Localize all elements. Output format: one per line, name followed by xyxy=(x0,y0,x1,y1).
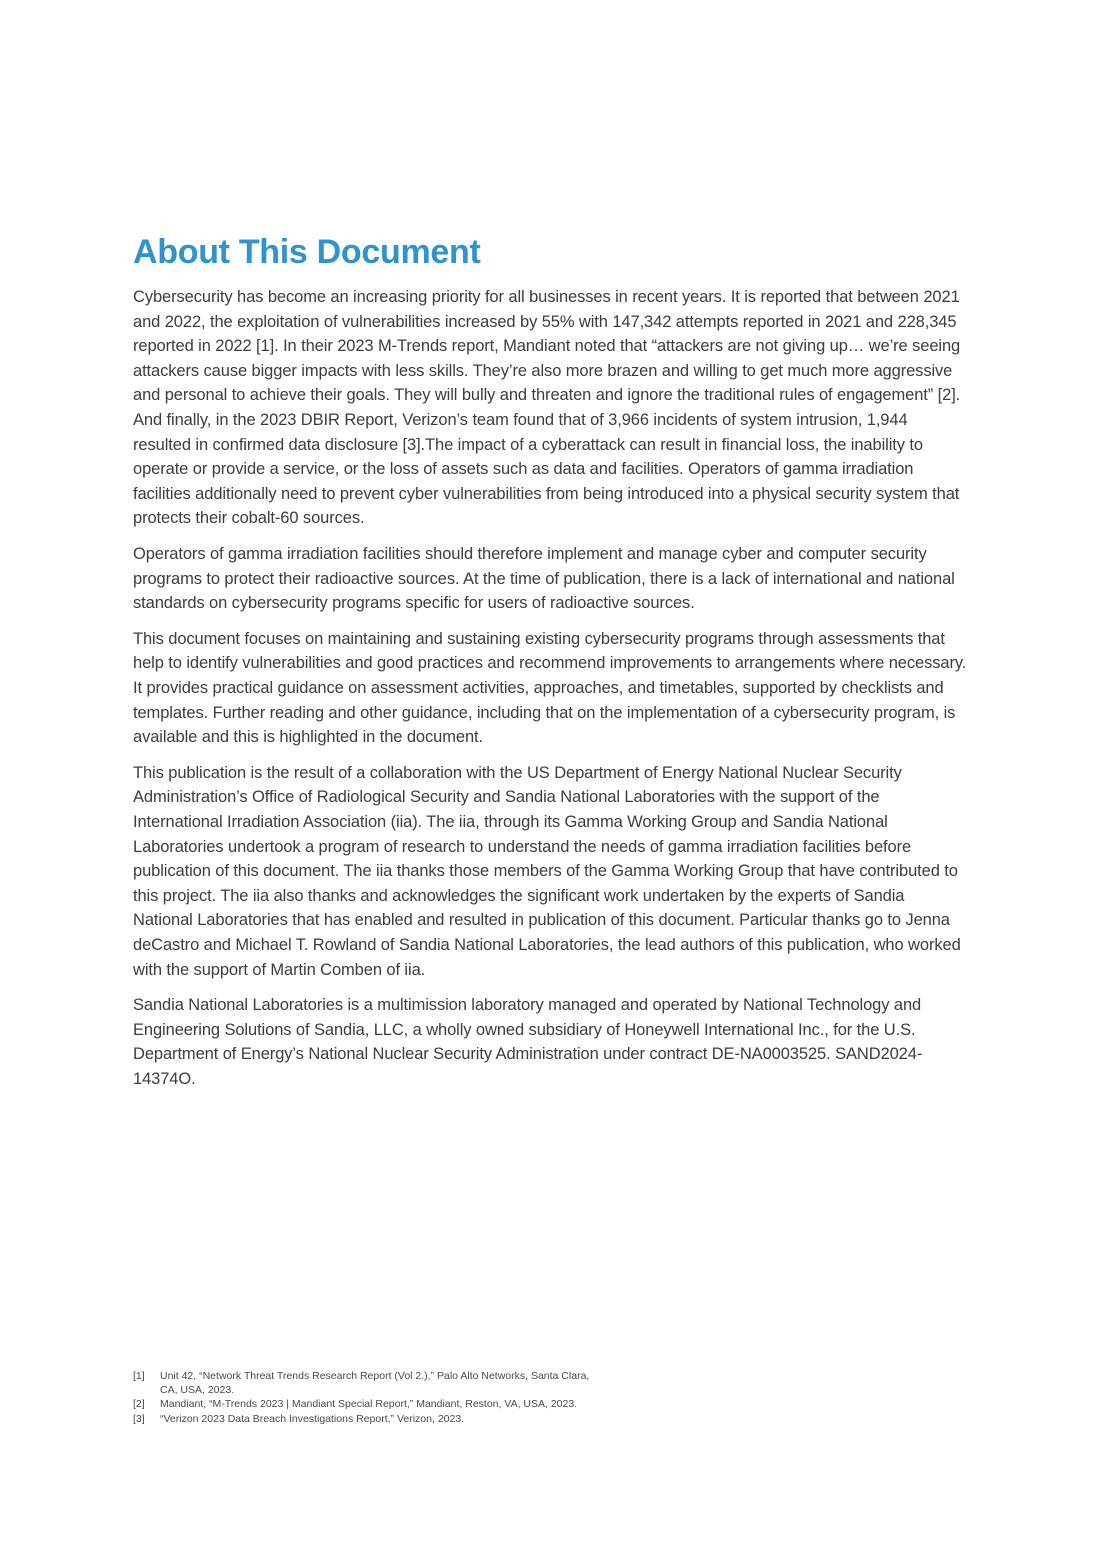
footnote-number: [2] xyxy=(133,1398,145,1411)
body-paragraph-focus: This document focuses on maintaining and sustaining existing cybersecurity programs through assessments that help to identify vulnerabilities and good practices and recommend improvements to arrangements where necessary. It provides practical guidance on assessment activities, approaches, and timetables, supported by checklists and templates. Further reading and other guidance, including that on the implementation of a cybersecurity program, is available and this is highlighted in the document. xyxy=(133,629,967,747)
document-body xyxy=(133,233,967,1103)
footnote-text: Mandiant, “M-Trends 2023 | Mandiant Special Report,” Mandiant, Reston, VA, USA, 2023. xyxy=(160,1398,578,1411)
footnote-text: “Verizon 2023 Data Breach Investigations Report,” Verizon, 2023. xyxy=(160,1412,465,1425)
footnote-item xyxy=(133,1397,753,1411)
footnote-text: Unit 42, “Network Threat Trends Research Report (Vol 2.),” Palo Alto Networks, Santa Clara, CA, USA, 2023. xyxy=(160,1370,590,1397)
footnote-item xyxy=(133,1369,753,1397)
footnote-number: [1] xyxy=(133,1370,145,1382)
body-paragraph-operators: Operators of gamma irradiation facilities should therefore implement and manage cyber and computer security programs to protect their radioactive sources. At the time of publication, there is a lack of international and national standards on cybersecurity programs specific for users of radioactive sources. xyxy=(133,545,955,613)
body-paragraph-intro: Cybersecurity has become an increasing priority for all businesses in recent years. It is reported that between 2021 and 2022, the exploitation of vulnerabilities increased by 55% with 147,342 attempts reported in 2021 and 228,345 reported in 2022 [1]. In their 2023 M-Trends report, Mandiant noted that “attackers are not giving up… we’re seeing attackers cause bigger impacts with less skills. They’re also more brazen and willing to get much more aggressive and personal to achieve their goals. They will bully and threaten and ignore the traditional rules of engagement” [2]. And finally, in the 2023 DBIR Report, Verizon’s team found that of 3,966 incidents of system intrusion, 1,944 resulted in confirmed data disclosure [3].The impact of a cyberattack can result in financial loss, the inability to operate or provide a service, or the loss of assets such as data and facilities. Operators of gamma irradiation facilities additionally need to prevent cyber vulnerabilities from being introduced into a physical security system that protects their cobalt-60 sources. xyxy=(133,288,961,528)
page-title: About This Document xyxy=(133,233,481,271)
footnote-number: [3] xyxy=(133,1412,145,1425)
footnotes-section xyxy=(133,1369,753,1426)
footnote-item xyxy=(133,1412,753,1426)
body-paragraph-collaboration: This publication is the result of a collaboration with the US Department of Energy National Nuclear Security Administration’s Office of Radiological Security and Sandia National Laboratories with the support of the International Irradiation Association (iia). The iia, through its Gamma Working Group and Sandia National Laboratories undertook a program of research to understand the needs of gamma irradiation facilities before publication of this document. The iia thanks those members of the Gamma Working Group that have contributed to this project. The iia also thanks and acknowledges the significant work undertaken by the experts of Sandia National Laboratories that has enabled and resulted in publication of this document. Particular thanks go to Jenna deCastro and Michael T. Rowland of Sandia National Laboratories, the lead authors of this publication, who worked with the support of Martin Comben of iia. xyxy=(133,763,961,979)
body-paragraph-sandia: Sandia National Laboratories is a multimission laboratory managed and operated by National Technology and Engineering Solutions of Sandia, LLC, a wholly owned subsidiary of Honeywell International Inc., for the U.S. Department of Energy’s National Nuclear Security Administration under contract DE-NA0003525. SAND2024-14374O. xyxy=(133,996,923,1088)
